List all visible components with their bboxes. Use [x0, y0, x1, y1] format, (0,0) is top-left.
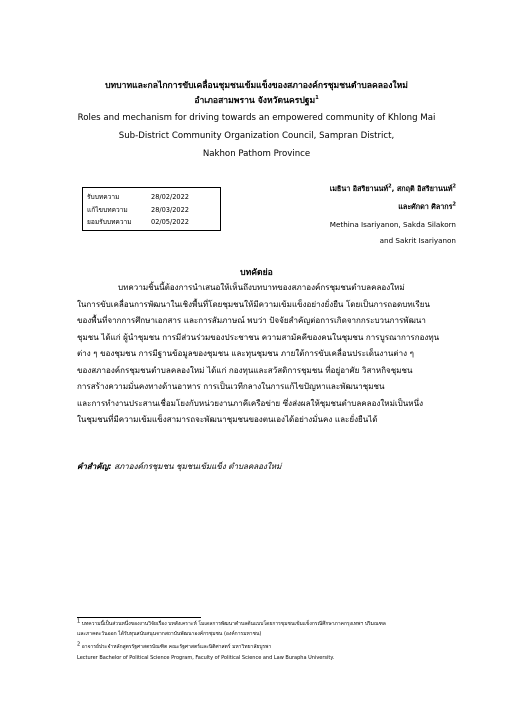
author-name: สกฤติ อิสริยานนท์ [396, 184, 453, 193]
title-thai-line1: บทบาทและกลไกการขับเคลื่อนชุมชนเข้มแข็งของสภาองค์กรชุมชนตำบลคลองใหม่ [105, 81, 408, 91]
title-english-line1: Roles and mechanism for driving towards an empowered community of Khlong Mai [77, 113, 436, 123]
abstract-line: ของพื้นที่จากการศึกษาเอกสาร และการสัมภาษณ์ พบว่า ปัจจัยสำคัญต่อการเกิดจากกระบวนการพัฒนา [77, 316, 426, 325]
abstract-line: และการทำงานประสานเชื่อมโยงกับหน่วยงานภาคีเครือข่าย ซึ่งส่งผลให้ชุมชนตำบลคลองใหม่เป็นหนึ่ง [77, 398, 424, 408]
date-label: รับบทความ [87, 193, 120, 201]
date-label: แก้ไขบทความ [87, 205, 128, 214]
title-footnote-mark: 1 [315, 95, 319, 102]
abstract-body [77, 280, 454, 429]
date-value: 28/02/2022 [151, 193, 190, 201]
keywords [77, 460, 281, 473]
author-footnote-mark: 2 [452, 201, 456, 208]
authors-thai-line2 [398, 201, 456, 213]
date-received [87, 191, 220, 204]
authors-english-line2: and Sakrit Isariyanon [379, 236, 456, 245]
title-thai-line2-text: อำเภอสามพราน จังหวัดนครปฐม [194, 96, 316, 106]
abstract-line: ชุมชน ได้แก่ ผู้นำชุมชน การมีส่วนร่วมของประชาชน ความสามัคคีของคนในชุมชน การบูรณาการกองทุน [77, 332, 440, 342]
authors-thai-line1 [330, 183, 456, 195]
abstract-line: ของสภาองค์กรชุมชนตำบลคลองใหม่ ได้แก่ กองทุนและสวัสดิการชุมชน ที่อยู่อาศัย วิสาหกิจชุมชน [77, 365, 413, 375]
authors-english-line1: Methina Isariyanon, Sakda Silakorn [329, 220, 456, 229]
article-dates-box [82, 187, 221, 231]
footnote-2-line2: Lecturer Bachelor of Political Science Program, Faculty of Political Science and Law Burapha University. [77, 655, 335, 661]
author-separator: , [391, 184, 397, 193]
author-footnote-mark: 2 [388, 183, 392, 190]
footnote-divider [77, 617, 201, 618]
title-english-line3: Nakhon Pathom Province [202, 149, 311, 159]
abstract-line: บทความชิ้นนี้ต้องการนำเสนอให้เห็นถึงบทบาทของสภาองค์กรชุมชนตำบลคลองใหม่ [118, 283, 405, 292]
footnote-1-line1 [77, 620, 457, 629]
keywords-text: สภาองค์กรชุมชน ชุมชนเข้มแข็ง ตำบลคลองใหม่ [114, 462, 282, 471]
title-english-line2: Sub-District Community Organization Council, Sampran District, [118, 131, 395, 141]
author-footnote-mark: 2 [452, 183, 456, 190]
title-thai-line2 [0, 95, 513, 107]
footnote-text: บทความนี้เป็นส่วนหนึ่งของงานวิจัยเรื่อง บทสังเคราะห์ โมเดลการพัฒนาตำบลต้นแบบโดยการขุมชนเข้มแข็งกรณีศึกษาภาคกรุงเทพฯ ปริมณฑล [81, 621, 386, 627]
footnote-1-line2: และภาคตะวันออก ได้รับทุนสนับสนุนจากสถาบันพัฒนาองค์กรชุมชน (องค์การมหาชน) [77, 631, 262, 637]
abstract-line: ต่าง ๆ ของชุมชน การมีฐานข้อมูลของชุมชน และทุนชุมชน ภายใต้การขับเคลื่อนประเด็นงานต่าง ๆ [77, 349, 414, 358]
abstract-line: ในการขับเคลื่อนการพัฒนาในเชิงพื้นที่โดยชุมชนให้มีความเข้มแข็งอย่างยั่งยืน โดยเป็นการถอดบทเรียน [77, 299, 430, 309]
date-value: 02/05/2022 [151, 218, 190, 226]
footnote-mark: 2 [77, 641, 81, 648]
author-name: เมธินา อิสริยานนท์ [329, 184, 389, 193]
date-value: 28/03/2022 [151, 205, 190, 214]
date-revised [87, 204, 220, 217]
abstract-line: การสร้างความมั่นคงทางด้านอาหาร การเป็นเวทีกลางในการแก้ไขปัญหาและพัฒนาชุมชน [77, 382, 385, 391]
abstract-line: ในชุมชนที่มีความเข้มแข็งสามารถจะพัฒนาชุมชนของตนเองได้อย่างมั่นคง และยั่งยืนได้ [77, 415, 378, 424]
date-label: ยอมรับบทความ [87, 218, 132, 226]
footnote-mark: 1 [77, 618, 81, 625]
author-name: และศักดา ศิลากร [398, 202, 453, 211]
footnote-2-line1 [77, 643, 457, 652]
abstract-heading: บทคัดย่อ [240, 268, 273, 278]
footnote-text: อาจารย์ประจำหลักสูตรรัฐศาสตรบัณฑิต คณะรัฐศาสตร์และนิติศาสตร์ มหาวิทยาลัยบูรพา [81, 644, 272, 650]
date-accepted [87, 216, 220, 229]
keywords-label: คำสำคัญ: [77, 462, 112, 471]
